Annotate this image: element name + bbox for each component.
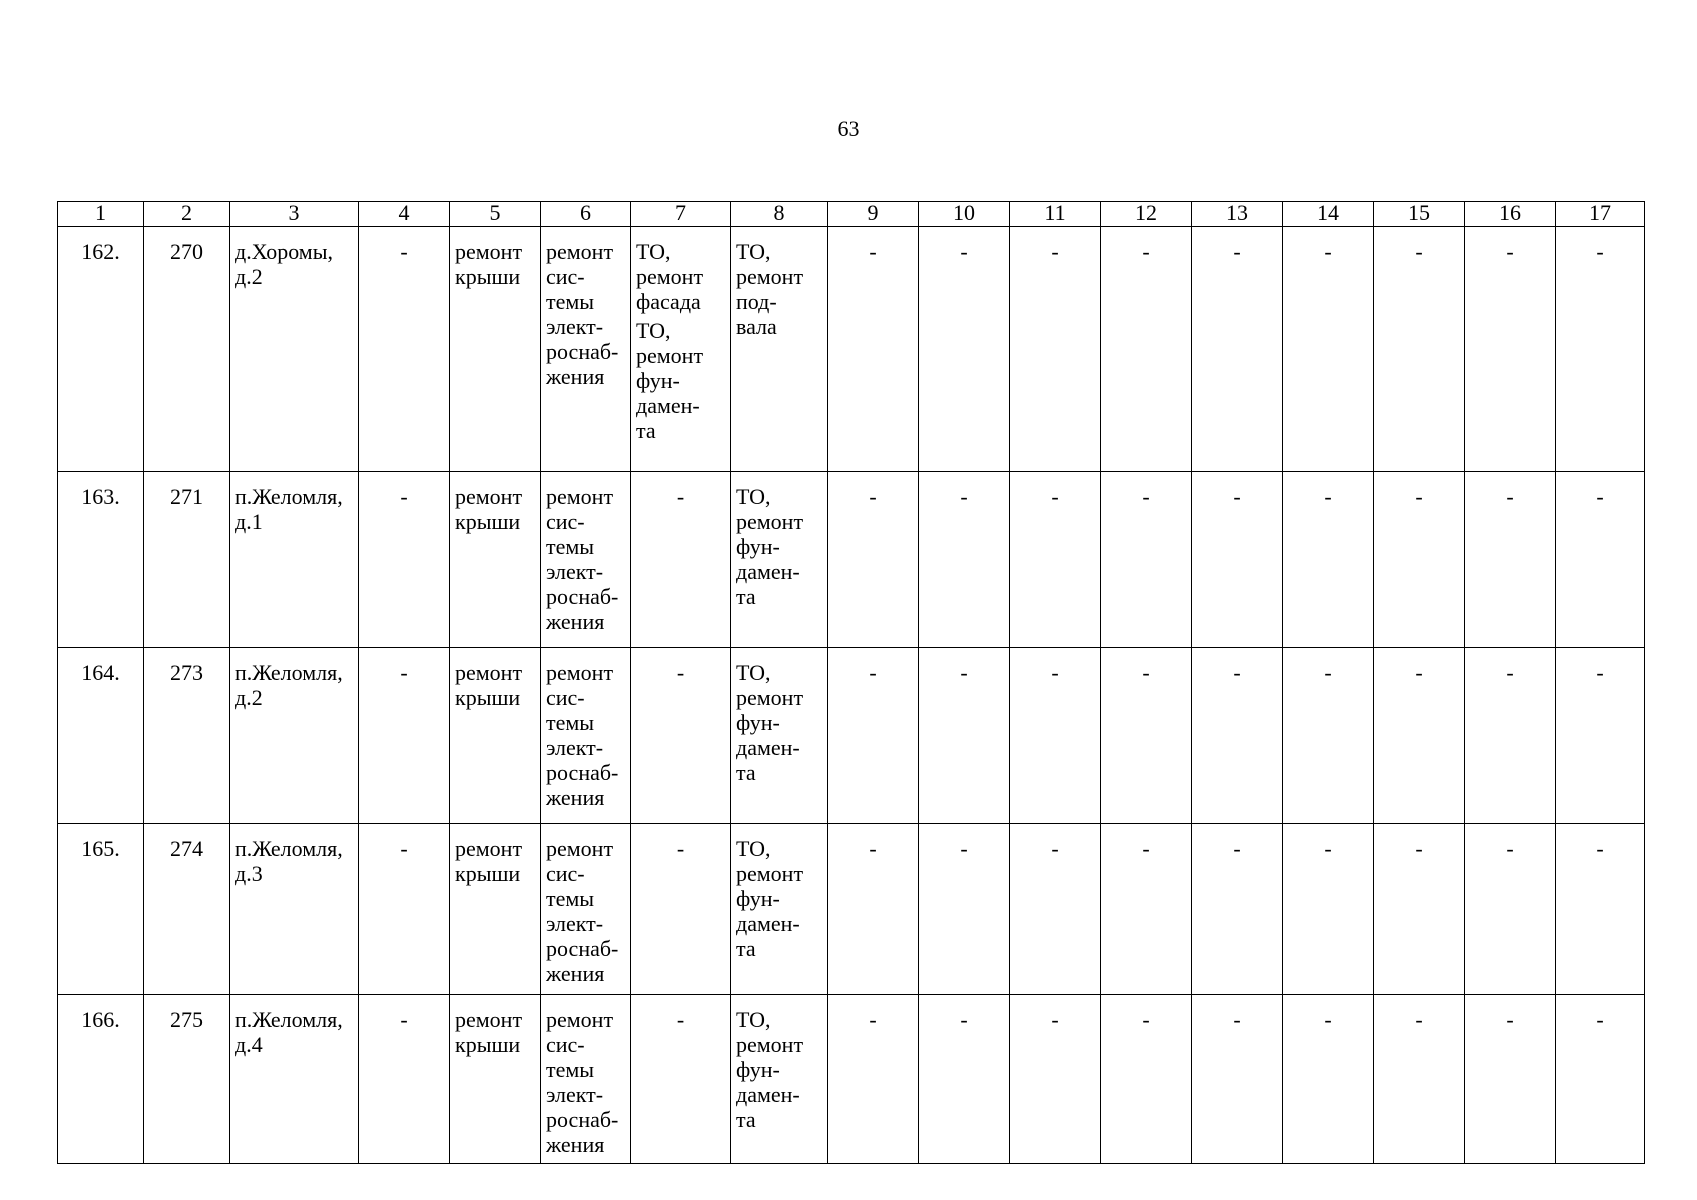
cell-line: сис- — [546, 861, 585, 886]
col12-cell: - — [1101, 824, 1192, 995]
col11-cell: - — [1010, 648, 1101, 824]
cell-line: ремонт — [455, 484, 523, 509]
col14-cell: - — [1283, 995, 1374, 1164]
col13-cell: - — [1192, 472, 1283, 648]
cell-line: ремонт — [455, 660, 523, 685]
col12-cell: - — [1101, 995, 1192, 1164]
address-cell — [230, 824, 359, 995]
column-header-14: 14 — [1283, 202, 1374, 227]
cell-line: жения — [546, 1132, 605, 1157]
cell-line: ремонт — [546, 239, 614, 264]
col15-cell: - — [1374, 995, 1465, 1164]
cell-line: д.2 — [235, 685, 263, 710]
column-header-7: 7 — [631, 202, 731, 227]
cell-line: ТО, — [736, 836, 771, 861]
column-number-header-row — [58, 202, 1645, 227]
col4-cell: - — [359, 648, 450, 824]
col9-cell: - — [828, 472, 919, 648]
column-header-10: 10 — [919, 202, 1010, 227]
roof-repair-cell — [450, 824, 541, 995]
cell-line: фун- — [736, 534, 780, 559]
column-header-5: 5 — [450, 202, 541, 227]
cell-line: д.4 — [235, 1032, 263, 1057]
cell-line: фасада — [636, 289, 701, 314]
row-number-cell: 162. — [58, 227, 144, 472]
cell-line: крыши — [455, 264, 521, 289]
cell-line: дамен- — [636, 393, 700, 418]
object-code-cell: 270 — [144, 227, 230, 472]
column-header-15: 15 — [1374, 202, 1465, 227]
column-header-3: 3 — [230, 202, 359, 227]
facade-repair-cell — [631, 227, 731, 472]
cell-line: сис- — [546, 685, 585, 710]
cell-line: крыши — [455, 1032, 521, 1057]
cell-line: жения — [546, 364, 605, 389]
repair-schedule-table — [57, 201, 1645, 1164]
facade-repair-cell: - — [631, 472, 731, 648]
table-row — [58, 227, 1645, 472]
column-header-2: 2 — [144, 202, 230, 227]
cell-line: ТО, — [736, 1007, 771, 1032]
table-row — [58, 472, 1645, 648]
col12-cell: - — [1101, 472, 1192, 648]
page-number: 63 — [837, 116, 860, 141]
address-cell — [230, 995, 359, 1164]
object-code-cell: 273 — [144, 648, 230, 824]
cell-line: сис- — [546, 264, 585, 289]
facade-repair-cell: - — [631, 824, 731, 995]
col16-cell: - — [1465, 227, 1556, 472]
column-header-4: 4 — [359, 202, 450, 227]
col4-cell: - — [359, 824, 450, 995]
col15-cell: - — [1374, 227, 1465, 472]
col16-cell: - — [1465, 648, 1556, 824]
foundation-repair-cell — [731, 472, 828, 648]
cell-line: та — [736, 1107, 756, 1132]
cell-line: крыши — [455, 509, 521, 534]
column-header-17: 17 — [1556, 202, 1645, 227]
cell-line: д.1 — [235, 509, 263, 534]
roof-repair-cell — [450, 227, 541, 472]
roof-repair-cell — [450, 648, 541, 824]
object-code-cell: 274 — [144, 824, 230, 995]
cell-line: ремонт — [736, 685, 804, 710]
col11-cell: - — [1010, 227, 1101, 472]
cell-line: п.Желомля, — [235, 836, 343, 861]
column-header-8: 8 — [731, 202, 828, 227]
cell-line: дамен- — [736, 911, 800, 936]
cell-line: роснаб- — [546, 339, 619, 364]
cell-line: роснаб- — [546, 1107, 619, 1132]
cell-line: ремонт — [546, 836, 614, 861]
col15-cell: - — [1374, 648, 1465, 824]
cell-line: жения — [546, 785, 605, 810]
cell-line: ремонт — [736, 264, 804, 289]
col13-cell: - — [1192, 227, 1283, 472]
col4-cell: - — [359, 472, 450, 648]
col10-cell: - — [919, 995, 1010, 1164]
cell-line: жения — [546, 961, 605, 986]
col14-cell: - — [1283, 824, 1374, 995]
col17-cell: - — [1556, 472, 1645, 648]
cell-line: элект- — [546, 559, 604, 584]
foundation-repair-cell — [731, 227, 828, 472]
col17-cell: - — [1556, 824, 1645, 995]
cell-line: роснаб- — [546, 936, 619, 961]
column-header-11: 11 — [1010, 202, 1101, 227]
cell-line: та — [636, 418, 656, 443]
col11-cell: - — [1010, 472, 1101, 648]
cell-line: фун- — [636, 368, 680, 393]
facade-repair-cell: - — [631, 995, 731, 1164]
cell-line: ремонт — [736, 1032, 804, 1057]
cell-line: темы — [546, 886, 595, 911]
col9-cell: - — [828, 824, 919, 995]
col12-cell: - — [1101, 227, 1192, 472]
cell-line: ремонт — [546, 1007, 614, 1032]
col13-cell: - — [1192, 995, 1283, 1164]
cell-line: темы — [546, 1057, 595, 1082]
col4-cell: - — [359, 227, 450, 472]
roof-repair-cell — [450, 995, 541, 1164]
row-number-cell: 163. — [58, 472, 144, 648]
col4-cell: - — [359, 995, 450, 1164]
foundation-repair-cell — [731, 824, 828, 995]
cell-line: ремонт — [546, 660, 614, 685]
row-number-cell: 165. — [58, 824, 144, 995]
cell-line: элект- — [546, 314, 604, 339]
row-number-cell: 164. — [58, 648, 144, 824]
cell-line: п.Желомля, — [235, 1007, 343, 1032]
foundation-repair-group — [636, 318, 728, 443]
cell-line: вала — [736, 314, 777, 339]
table-row — [58, 995, 1645, 1164]
facade-repair-cell: - — [631, 648, 731, 824]
cell-line: д.2 — [235, 264, 263, 289]
col12-cell: - — [1101, 648, 1192, 824]
power-supply-repair-cell — [541, 995, 631, 1164]
table-row — [58, 824, 1645, 995]
column-header-9: 9 — [828, 202, 919, 227]
cell-line: ремонт — [736, 861, 804, 886]
cell-line: ремонт — [455, 836, 523, 861]
row-number-cell: 166. — [58, 995, 144, 1164]
column-header-6: 6 — [541, 202, 631, 227]
col14-cell: - — [1283, 472, 1374, 648]
cell-line: фун- — [736, 1057, 780, 1082]
cell-line: ТО, — [736, 660, 771, 685]
cell-line: жения — [546, 609, 605, 634]
cell-line: ТО, — [636, 318, 671, 343]
cell-line: д.Хоромы, — [235, 239, 333, 264]
table-row — [58, 648, 1645, 824]
col10-cell: - — [919, 648, 1010, 824]
cell-line: та — [736, 760, 756, 785]
cell-line: элект- — [546, 911, 604, 936]
cell-line: ТО, — [636, 239, 671, 264]
cell-line: темы — [546, 710, 595, 735]
column-header-12: 12 — [1101, 202, 1192, 227]
cell-line: темы — [546, 289, 595, 314]
object-code-cell: 275 — [144, 995, 230, 1164]
power-supply-repair-cell — [541, 472, 631, 648]
col17-cell: - — [1556, 648, 1645, 824]
col15-cell: - — [1374, 824, 1465, 995]
col10-cell: - — [919, 824, 1010, 995]
cell-line: ремонт — [546, 484, 614, 509]
cell-line: ремонт — [636, 343, 704, 368]
foundation-repair-cell — [731, 995, 828, 1164]
cell-line: под- — [736, 289, 777, 314]
col15-cell: - — [1374, 472, 1465, 648]
power-supply-repair-cell — [541, 648, 631, 824]
col16-cell: - — [1465, 995, 1556, 1164]
col9-cell: - — [828, 995, 919, 1164]
cell-line: ТО, — [736, 484, 771, 509]
column-header-16: 16 — [1465, 202, 1556, 227]
cell-line: темы — [546, 534, 595, 559]
address-cell — [230, 648, 359, 824]
col14-cell: - — [1283, 648, 1374, 824]
address-cell — [230, 472, 359, 648]
col9-cell: - — [828, 227, 919, 472]
cell-line: ремонт — [736, 509, 804, 534]
cell-line: роснаб- — [546, 760, 619, 785]
col17-cell: - — [1556, 995, 1645, 1164]
col9-cell: - — [828, 648, 919, 824]
cell-line: ТО, — [736, 239, 771, 264]
cell-line: элект- — [546, 1082, 604, 1107]
cell-line: роснаб- — [546, 584, 619, 609]
cell-line: дамен- — [736, 559, 800, 584]
col13-cell: - — [1192, 824, 1283, 995]
cell-line: ремонт — [455, 239, 523, 264]
address-cell — [230, 227, 359, 472]
foundation-repair-cell — [731, 648, 828, 824]
col10-cell: - — [919, 227, 1010, 472]
roof-repair-cell — [450, 472, 541, 648]
cell-line: ремонт — [636, 264, 704, 289]
cell-line: крыши — [455, 685, 521, 710]
object-code-cell: 271 — [144, 472, 230, 648]
col11-cell: - — [1010, 995, 1101, 1164]
cell-line: та — [736, 936, 756, 961]
cell-line: крыши — [455, 861, 521, 886]
power-supply-repair-cell — [541, 227, 631, 472]
cell-line: ремонт — [455, 1007, 523, 1032]
cell-line: д.3 — [235, 861, 263, 886]
cell-line: сис- — [546, 1032, 585, 1057]
cell-line: элект- — [546, 735, 604, 760]
cell-line: дамен- — [736, 1082, 800, 1107]
power-supply-repair-cell — [541, 824, 631, 995]
col16-cell: - — [1465, 824, 1556, 995]
cell-line: фун- — [736, 710, 780, 735]
col16-cell: - — [1465, 472, 1556, 648]
cell-line: та — [736, 584, 756, 609]
col13-cell: - — [1192, 648, 1283, 824]
col10-cell: - — [919, 472, 1010, 648]
cell-line: сис- — [546, 509, 585, 534]
col17-cell: - — [1556, 227, 1645, 472]
cell-line: п.Желомля, — [235, 484, 343, 509]
column-header-13: 13 — [1192, 202, 1283, 227]
column-header-1: 1 — [58, 202, 144, 227]
cell-line: фун- — [736, 886, 780, 911]
col11-cell: - — [1010, 824, 1101, 995]
col14-cell: - — [1283, 227, 1374, 472]
cell-line: п.Желомля, — [235, 660, 343, 685]
cell-line: дамен- — [736, 735, 800, 760]
